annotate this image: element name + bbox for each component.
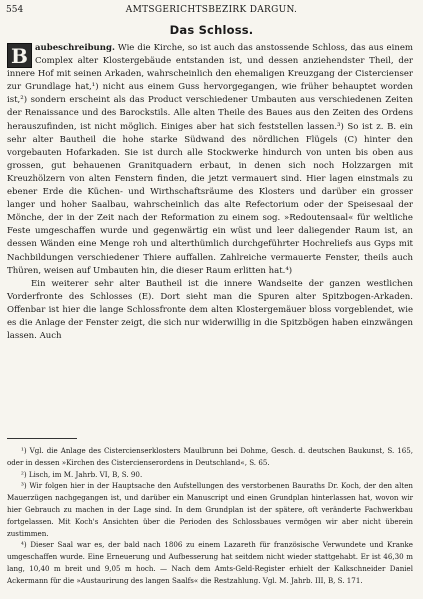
page-header: [6, 4, 417, 16]
decorated-initial-letter: B: [7, 43, 32, 68]
footnote: ³) Wir folgen hier in der Hauptsache den Aufstellungen des verstorbenen Bauraths Dr. Koch, der den alten Mauerzügen nachgegangen ist, und darüber ein Manuscript und einen Grundplan hinterlassen hat, wovon wir hier Gebrauch zu machen in der Lage sind. In dem Grundplan ist der spätere, oft veränderte Fachwerkbau fortgelassen. Mit Koch's Ansichten über die Perioden des Schlossbaues vermögen wir aber nicht überein zustimmen.: [7, 481, 413, 538]
footnote: ¹) Vgl. die Anlage des Cistercienserklosters Maulbrunn bei Dohme, Gesch. d. deutschen Baukunst, S. 165, oder in dessen »Kirchen des Cistercienserordens in Deutschland«, S. 65.: [7, 446, 413, 467]
paragraph-text: Wie die Kirche, so ist auch das anstossende Schloss, das aus einem Complex alter Klostergebäude entstanden ist, und dessen anziehendster Theil, der innere Hof mit seinen Arkaden, wahrscheinlich den ehemaligen Kreuzgang der Cistercienser zur Grundlage hat,¹) nicht aus einem Guss hervorgegangen, wie früher behauptet worden ist,²) sondern erscheint als das Product verschiedener Umbauten aus verschiedenen Zeiten der Renaissance und des Barockstils. Alle alten Theile des Baues aus den Zeiten des Ordens herauszufinden, ist nicht möglich. Einiges aber hat sich feststellen lassen.³) So ist z. B. ein sehr alter Bautheil die hohe starke Südwand des nördlichen Flügels (C) hinter den vorgebauten Hofarkaden. Sie ist durch alle Stockwerke hindurch von unten bis oben aus grossen, gut behauenen Granitquadern erbaut, in denen sich noch Holzzargen mit Kreuzhölzern von alten Fenstern finden, die jetzt vermauert sind. Hier lagen einstmals zu ebener Erde die Küchen- und Wirthschaftsräume des Klosters und darüber ein grosser langer und hoher Saalbau, wahrscheinlich das alte Refectorium oder der Speisesaal der Mönche, der in der Zeit nach der Reformation zu einem sog. »Redoutensaal« für weltliche Feste umgeschaffen wurde und gegenwärtig ein wüst und leer daliegender Raum ist, an dessen Wänden eine Menge roh und alterthümlich durchgeführter Hochreliefs aus Gyps mit Nachbildungen verschiedener Thiere auffallen. Zahlreiche vermauerte Fenster, theils auch Thüren, weisen auf Umbauten hin, die dieser Raum erlitten hat.⁴): [7, 43, 413, 276]
footnote: ⁴) Dieser Saal war es, der bald nach 1806 zu einem Lazareth für französische Verwundete und Kranke umgeschaffen wurde. Eine Erneuerung und Aufbesserung hat seitdem nicht wieder stattgehabt. Er ist 46,30 m lang, 10,40 m breit und 9,05 m hoch. — Nach dem Amts-Geld-Register erhielt der Kalkschneider Daniel Ackermann für die »Austaurirung des langen Saalfs« die Restzahlung. Vgl. M. Jahrb. III, B, S. 171.: [7, 540, 413, 585]
footnotes: [7, 445, 413, 587]
paragraph-lead: aubeschreibung.: [35, 43, 115, 53]
paragraph: [7, 278, 413, 343]
paragraph-text: Ein weiterer sehr alter Bautheil ist die innere Wandseite der ganzen westlichen Vorderfronte des Schlosses (E). Dort sieht man die Spuren alter Spitzbogen-Arkaden. Offenbar ist hier die lange Schlossfronte dem alten Klostergemäuer bloss vorgeblendet, wie es die Anlage der Fenster zeigt, die sich nur widerwillig in die Spitzbögen haben einzwängen lassen. Auch: [7, 278, 413, 342]
running-title: AMTSGERICHTSBEZIRK DARGUN.: [125, 5, 298, 15]
footnote: ²) Lisch, im M. Jahrb. VI, B, S. 90.: [21, 469, 143, 479]
footnote-divider: [7, 438, 77, 439]
main-text: [7, 42, 413, 343]
section-title: Das Schloss.: [169, 23, 254, 37]
paragraph: [7, 42, 413, 278]
page-number: 554: [6, 5, 24, 15]
